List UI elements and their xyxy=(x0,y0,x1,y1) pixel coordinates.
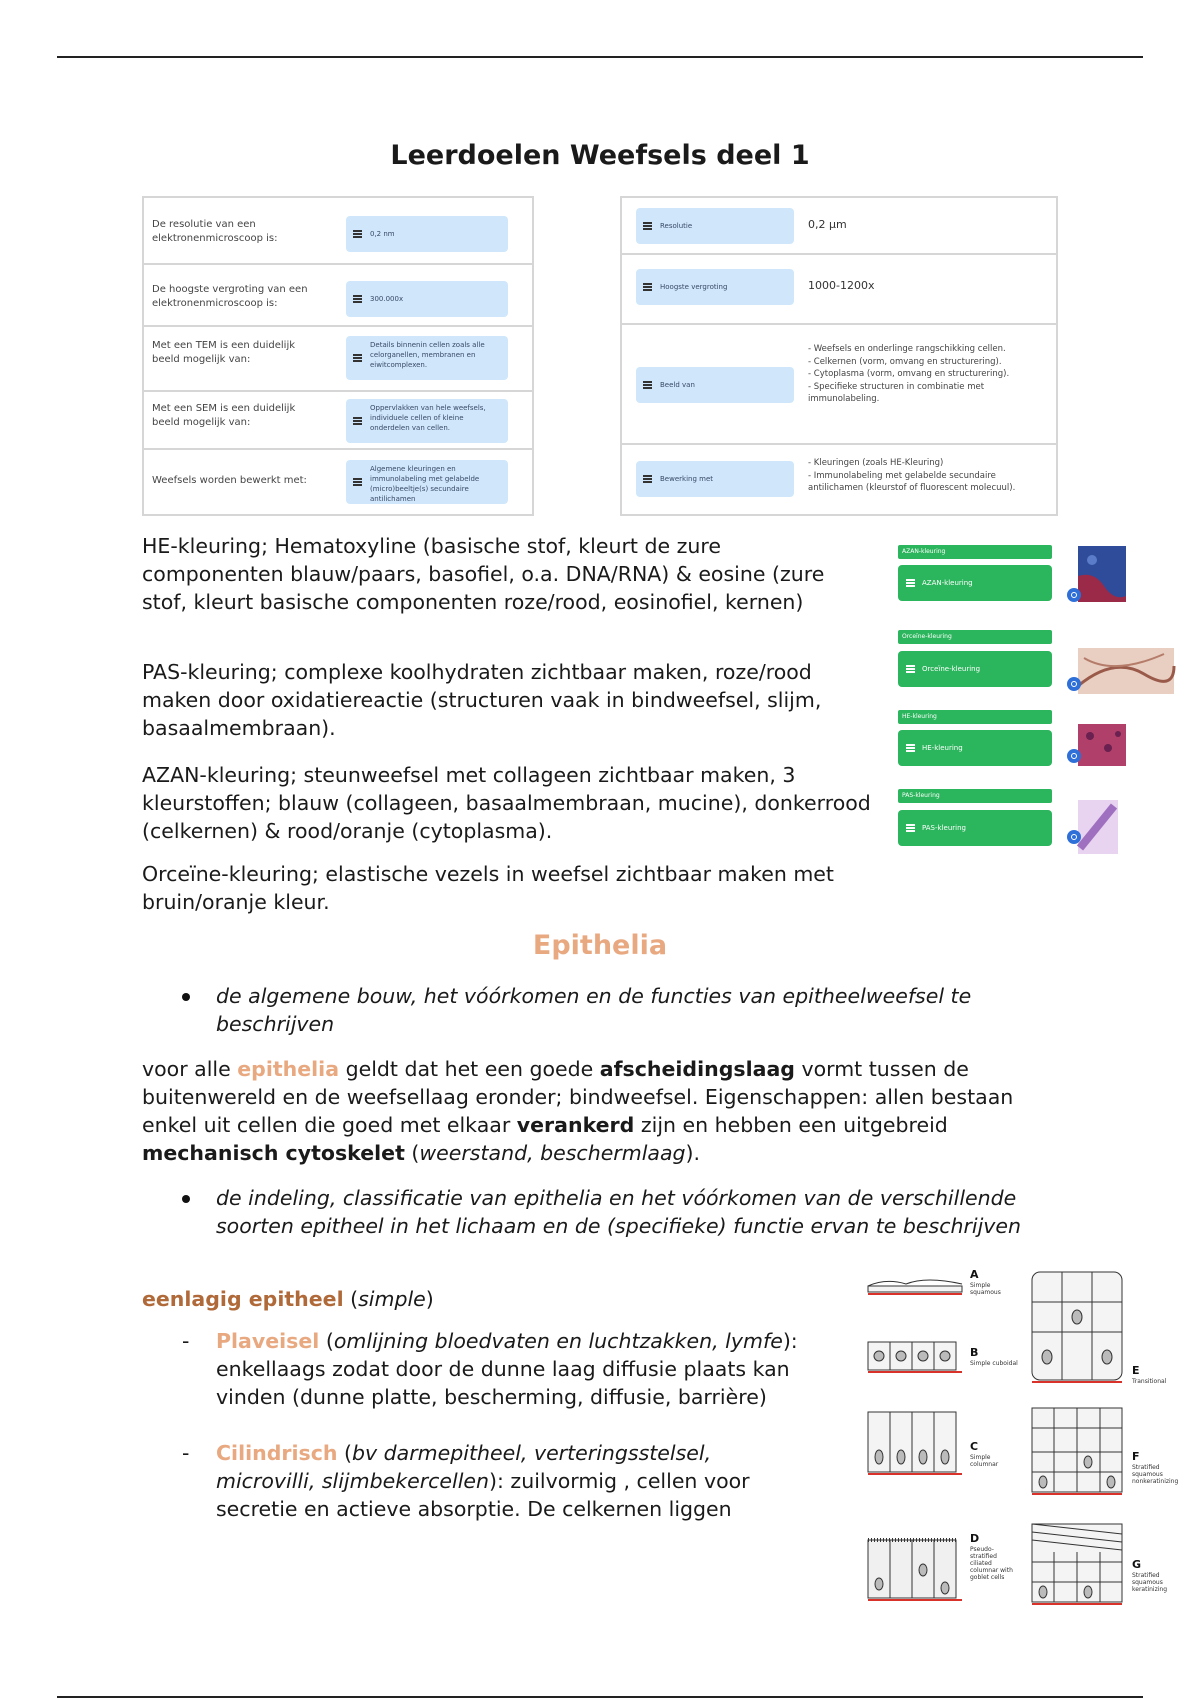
value-line: - Kleuringen (zoals HE-Kleuring) xyxy=(808,458,944,468)
menu-icon xyxy=(643,222,652,230)
answer-text: Oppervlakken van hele weefsels, individuele cellen of kleine onderdelen van cellen. xyxy=(370,404,486,432)
he-thumbnail[interactable] xyxy=(1074,722,1130,768)
dash-icon: - xyxy=(182,1329,190,1353)
menu-icon xyxy=(906,665,915,673)
quiz-row xyxy=(144,265,532,327)
text-span: geldt dat het een goede xyxy=(339,1057,600,1081)
label-text: Hoogste vergroting xyxy=(660,283,728,291)
figure-letter: B xyxy=(970,1346,979,1359)
quiz-question: Met een TEM is een duidelijk beeld mogelijk van: xyxy=(152,340,296,365)
bullet-text: de algemene bouw, het vóórkomen en de functies van epitheelweefsel te beschrijven xyxy=(216,984,972,1036)
menu-icon xyxy=(643,475,652,483)
label-text: Beeld van xyxy=(660,381,695,389)
label-chip[interactable] xyxy=(636,269,794,305)
stratified-nonkeratinizing-drawing xyxy=(1032,1408,1122,1494)
menu-icon xyxy=(353,417,362,425)
figure-label: Pseudo-stratified ciliated columnar with goblet cells xyxy=(970,1546,1013,1581)
figure-label: Simple columnar xyxy=(970,1454,999,1468)
label-chip[interactable] xyxy=(636,208,794,244)
figure-label: Simple cuboidal xyxy=(970,1360,1018,1367)
stain-label-pas: PAS-kleuring xyxy=(898,789,1052,803)
italic-span: simple xyxy=(358,1287,426,1311)
text-span: ): zuilvormig , cellen voor secretie en actieve absorptie. De celkernen liggen xyxy=(216,1469,750,1521)
bullet-icon xyxy=(182,993,190,1001)
quiz-row xyxy=(622,198,1056,255)
text-span: vormt tussen de buitenwereld en de weefsellaag eronder; bindweefsel. Eigenschappen: allen bestaan enkel uit cellen die goed met elkaar xyxy=(142,1057,1014,1137)
quiz-question: De hoogste vergroting van een elektronenmicroscoop is: xyxy=(152,284,308,309)
quiz-row xyxy=(622,325,1056,445)
epithelia-paragraph xyxy=(142,1055,1042,1167)
label-chip[interactable] xyxy=(636,461,794,497)
figure-letter: D xyxy=(970,1532,980,1545)
figure-label: Transitional xyxy=(1132,1378,1167,1385)
value-text: 0,2 µm xyxy=(808,218,847,231)
italic-span: omlijning bloedvaten en luchtzakken, lymfe xyxy=(333,1329,783,1353)
stain-button-text: PAS-kleuring xyxy=(922,824,966,832)
answer-text: Algemene kleuringen en immunolabeling met gelabelde (micro)beeltje(s) secundaire antilichamen xyxy=(370,465,480,503)
epithelia-term: epithelia xyxy=(237,1057,340,1081)
italic-span: weerstand, beschermlaag xyxy=(419,1141,686,1165)
menu-icon xyxy=(906,744,915,752)
menu-icon xyxy=(353,478,362,486)
zoom-icon[interactable] xyxy=(1067,677,1081,691)
value-line: - Cytoplasma (vorm, omvang en structurering). xyxy=(808,369,1010,379)
italic-span: bv darmepitheel, verteringsstelsel, microvilli, slijmbekercellen xyxy=(216,1441,712,1493)
value-line: - Specifieke structuren in combinatie met immunolabeling. xyxy=(808,381,985,404)
quiz-question: De resolutie van een elektronenmicroscoop is: xyxy=(152,219,278,244)
quiz-row xyxy=(622,255,1056,325)
stain-button-text: Orceïne-kleuring xyxy=(922,665,981,673)
epithelium-types-figure xyxy=(866,1262,1178,1622)
bullet-text: de indeling, classificatie van epithelia en het vóórkomen van de verschillende soorten epitheel in het lichaam en de (specifieke) functie ervan te beschrijven xyxy=(216,1186,1022,1238)
text-span: ) xyxy=(425,1287,434,1311)
menu-icon xyxy=(906,579,915,587)
stain-label-orceine: Orceïne-kleuring xyxy=(898,630,1052,644)
menu-icon xyxy=(353,295,362,303)
label-text: Resolutie xyxy=(660,222,693,230)
value-list xyxy=(808,457,1048,495)
bullet-item xyxy=(216,982,1056,1038)
stain-button-pas[interactable] xyxy=(898,810,1052,846)
pas-paragraph: PAS-kleuring; complexe koolhydraten zichtbaar maken, roze/rood maken door oxidatiereactie (structuren vaak in bindweefsel, slijm, basaalmembraan). xyxy=(142,660,822,740)
label-chip[interactable] xyxy=(636,367,794,403)
top-rule xyxy=(57,56,1143,58)
list-item-cilindrisch xyxy=(182,1439,816,1523)
plaveisel-term: Plaveisel xyxy=(216,1329,320,1353)
stain-button-orceine[interactable] xyxy=(898,651,1052,687)
answer-chip[interactable] xyxy=(346,399,508,443)
stratified-keratinizing-drawing xyxy=(1032,1524,1122,1604)
he-nucleus xyxy=(1086,732,1094,740)
stain-label-azan: AZAN-kleuring xyxy=(898,545,1052,559)
menu-icon xyxy=(353,230,362,238)
bullet-icon xyxy=(182,1195,190,1203)
stain-button-azan[interactable] xyxy=(898,565,1052,601)
bottom-rule xyxy=(57,1696,1143,1698)
value-list xyxy=(808,343,1048,406)
text-span: ( xyxy=(319,1329,334,1353)
eenlagig-heading: eenlagig epitheel xyxy=(142,1287,344,1311)
he-paragraph: HE-kleuring; Hematoxyline (basische stof, kleurt de zure componenten blauw/paars, basofiel, o.a. DNA/RNA) & eosine (zure stof, kleurt basische componenten roze/rood, eosinofiel, kernen) xyxy=(142,534,825,614)
answer-chip[interactable] xyxy=(346,336,508,380)
quiz-row xyxy=(144,198,532,265)
stain-button-text: AZAN-kleuring xyxy=(922,579,973,587)
figure-letter: F xyxy=(1132,1450,1140,1463)
quiz-question: Weefsels worden bewerkt met: xyxy=(152,475,307,486)
page-title: Leerdoelen Weefsels deel 1 xyxy=(390,140,810,171)
menu-icon xyxy=(643,381,652,389)
menu-icon xyxy=(906,824,915,832)
quiz-question: Met een SEM is een duidelijk beeld mogelijk van: xyxy=(152,403,296,428)
bullet-item xyxy=(216,1184,1056,1240)
zoom-icon[interactable] xyxy=(1067,588,1081,602)
simple-columnar-drawing xyxy=(868,1412,962,1474)
label-text: Bewerking met xyxy=(660,475,713,483)
pas-thumbnail[interactable] xyxy=(1074,798,1124,856)
quiz-row xyxy=(144,327,532,392)
value-line: - Immunolabeling met gelabelde secundaire antilichamen (kleurstof of fluorescent molecuul). xyxy=(808,470,1016,493)
cytoskelet-term: mechanisch cytoskelet xyxy=(142,1141,405,1165)
answer-chip[interactable] xyxy=(346,281,508,317)
azan-thumbnail[interactable] xyxy=(1074,546,1130,602)
value-line: - Weefsels en onderlinge rangschikking cellen. xyxy=(808,344,1006,354)
dash-icon: - xyxy=(182,1441,190,1465)
he-nucleus xyxy=(1104,744,1112,752)
simple-squamous-drawing xyxy=(868,1280,962,1294)
orceine-paragraph: Orceïne-kleuring; elastische vezels in weefsel zichtbaar maken met bruin/oranje kleur. xyxy=(142,862,834,914)
figure-label: Stratified squamous keratinizing xyxy=(1132,1572,1168,1593)
quiz-row xyxy=(144,450,532,514)
quiz-panel-left xyxy=(142,196,534,516)
list-item-plaveisel xyxy=(182,1327,836,1411)
zoom-icon[interactable] xyxy=(1067,749,1081,763)
stain-label-he: HE-kleuring xyxy=(898,710,1052,724)
zoom-icon[interactable] xyxy=(1067,830,1081,844)
text-span: ( xyxy=(337,1441,352,1465)
figure-label: Stratified squamous nonkeratinizing xyxy=(1132,1464,1179,1485)
figure-letter: E xyxy=(1132,1364,1140,1377)
cilindrisch-term: Cilindrisch xyxy=(216,1441,338,1465)
transitional-drawing xyxy=(1032,1272,1122,1382)
quiz-panel-right xyxy=(620,196,1058,516)
pseudostratified-drawing xyxy=(868,1540,962,1600)
text-span: voor alle xyxy=(142,1057,238,1081)
epithelia-heading: Epithelia xyxy=(532,930,668,961)
figure-label: Simple squamous xyxy=(970,1282,1001,1296)
menu-icon xyxy=(353,354,362,362)
azan-paragraph: AZAN-kleuring; steunweefsel met collageen zichtbaar maken, 3 kleurstoffen; blauw (collageen, basaalmembraan, mucine), donkerrood (celkernen) & rood/oranje (cytoplasma). xyxy=(142,763,871,843)
orceine-thumbnail[interactable] xyxy=(1074,646,1178,696)
menu-icon xyxy=(643,283,652,291)
answer-text: Details binnenin cellen zoals alle celorganellen, membranen en eiwitcomplexen. xyxy=(370,341,485,369)
value-text: 1000-1200x xyxy=(808,279,875,292)
figure-letter: C xyxy=(970,1440,979,1453)
stain-button-text: HE-kleuring xyxy=(922,744,963,752)
text-span: zijn en hebben een uitgebreid xyxy=(634,1113,948,1137)
afscheidingslaag-term: afscheidingslaag xyxy=(599,1057,795,1081)
quiz-row xyxy=(622,445,1056,514)
text-span: ). xyxy=(685,1141,701,1165)
text-span: ): enkellaags zodat door de dunne laag diffusie plaats kan vinden (dunne platte, bescherming, diffusie, barrière) xyxy=(216,1329,798,1409)
he-nucleus xyxy=(1115,731,1121,737)
stain-button-he[interactable] xyxy=(898,730,1052,766)
simple-cuboidal-drawing xyxy=(868,1342,962,1372)
text-span: ( xyxy=(343,1287,359,1311)
he-tissue xyxy=(1078,724,1126,766)
verankerd-term: verankerd xyxy=(516,1113,635,1137)
answer-chip[interactable] xyxy=(346,216,508,252)
quiz-row xyxy=(144,392,532,450)
value-line: - Celkernen (vorm, omvang en structurering). xyxy=(808,356,1002,367)
figure-letter: G xyxy=(1132,1558,1142,1571)
azan-detail xyxy=(1087,555,1097,565)
figure-letter: A xyxy=(970,1268,979,1281)
answer-chip[interactable] xyxy=(346,460,508,504)
answer-text: 0,2 nm xyxy=(370,230,395,238)
answer-text: 300.000x xyxy=(370,295,404,303)
text-span: ( xyxy=(404,1141,420,1165)
